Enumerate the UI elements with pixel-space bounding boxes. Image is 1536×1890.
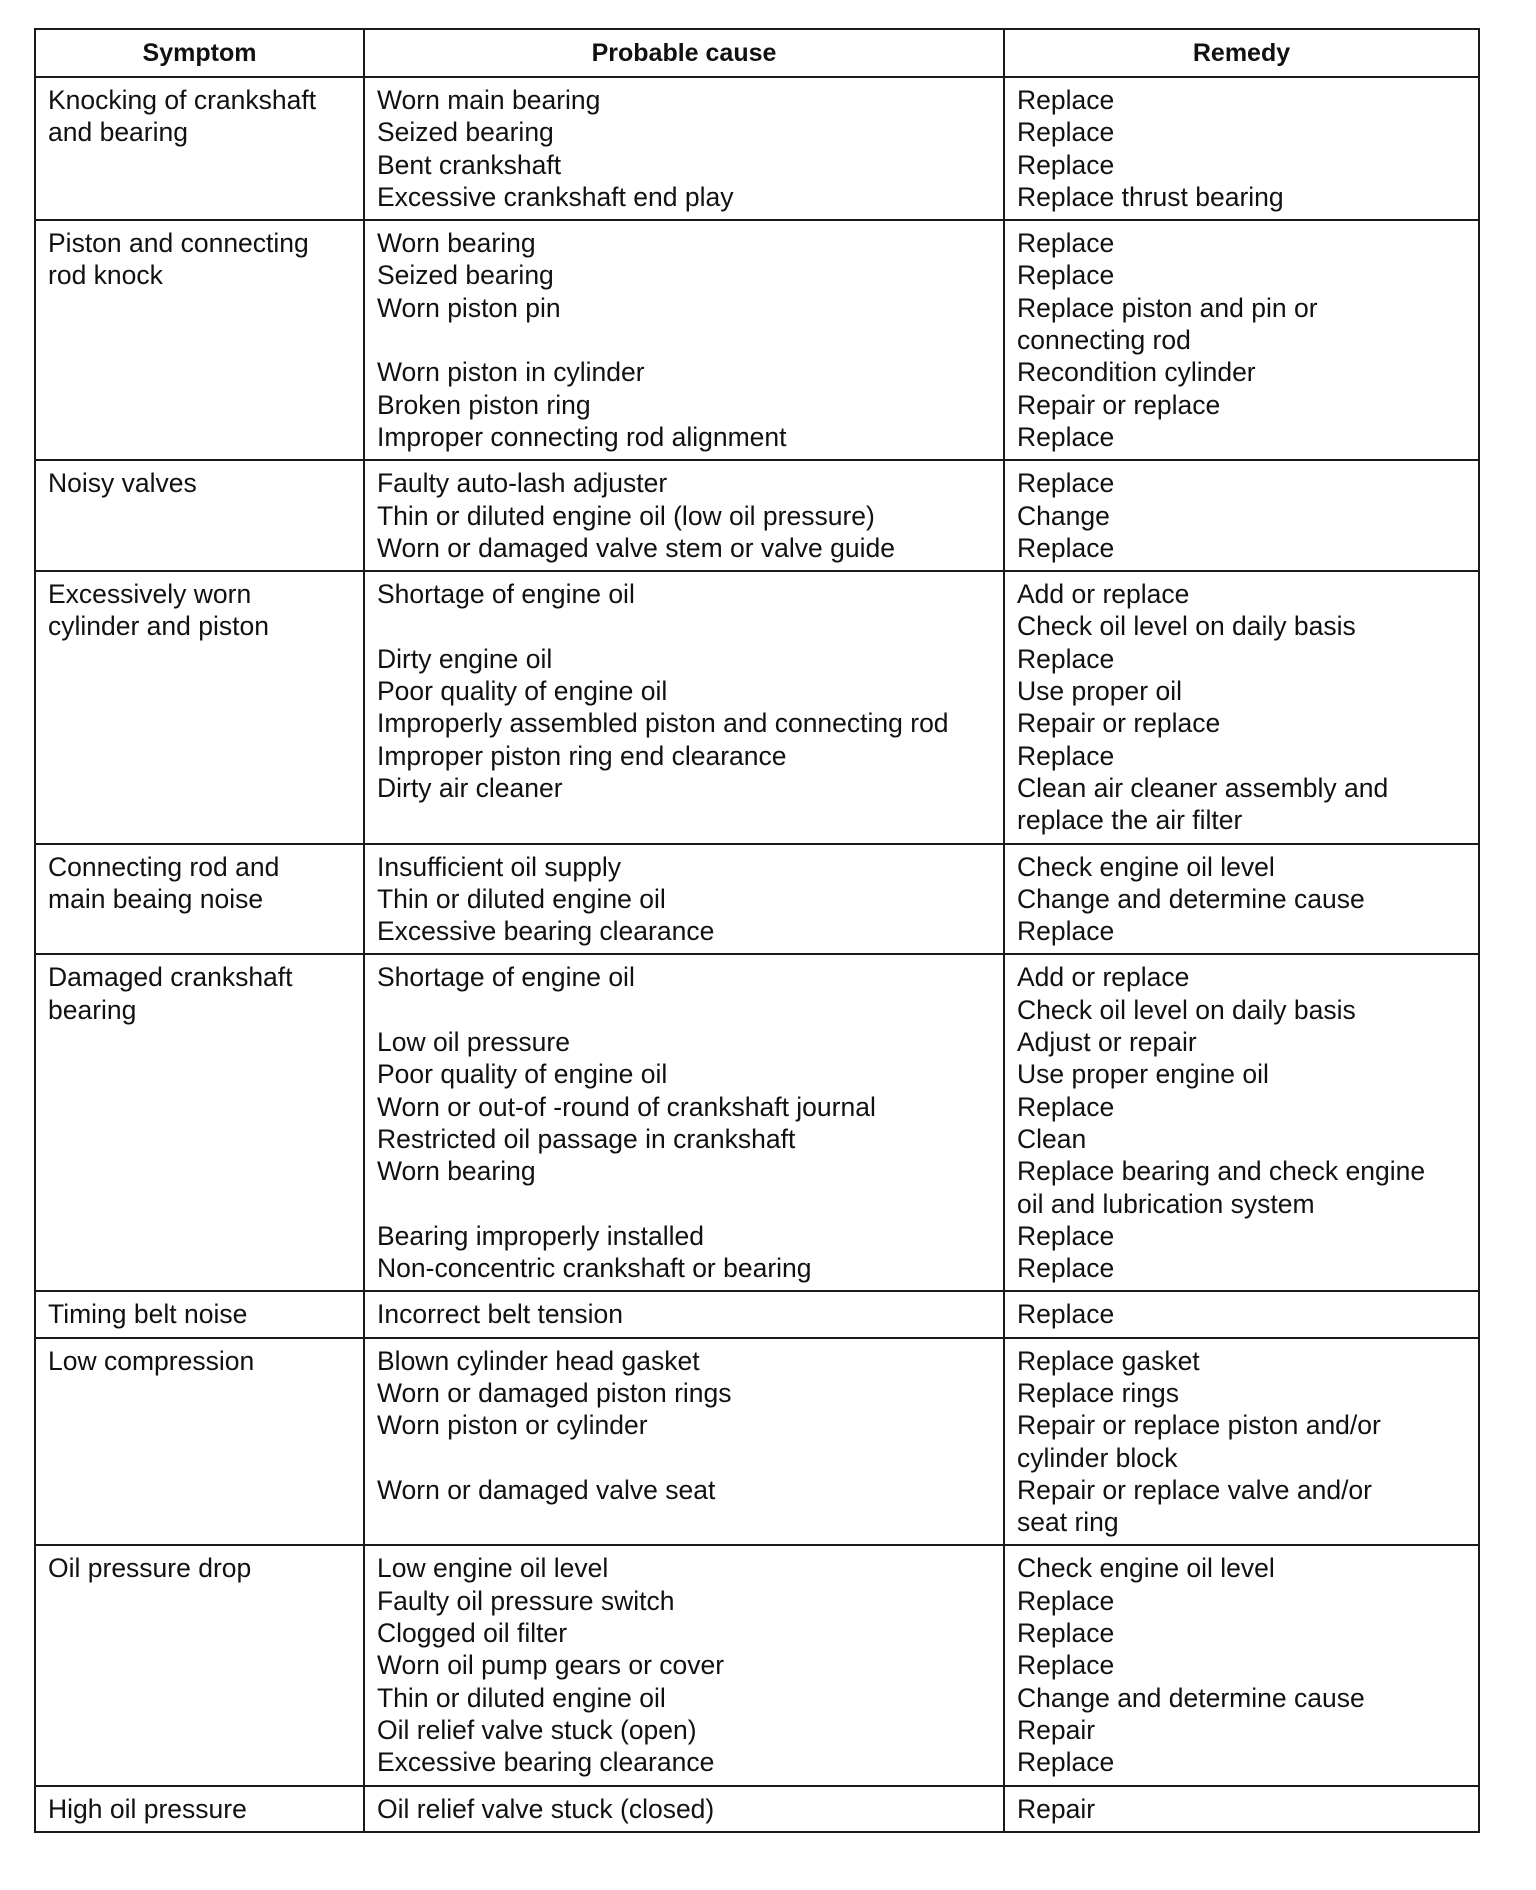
- remedy-line: Repair: [1017, 1714, 1096, 1745]
- cause-line: Dirty air cleaner: [377, 772, 563, 803]
- remedy-line: oil and lubrication system: [1017, 1188, 1315, 1219]
- header-probable-cause: Probable cause: [364, 29, 1004, 77]
- remedy-line: Replace: [1017, 1618, 1115, 1649]
- cause-line: Thin or diluted engine oil (low oil pressure): [377, 500, 875, 531]
- cause-line: Worn or out-of -round of crankshaft journal: [377, 1091, 876, 1122]
- remedy-line: Check engine oil level: [1017, 1553, 1275, 1584]
- remedy-line: Replace: [1017, 85, 1115, 115]
- cause-line: Low engine oil level: [377, 1553, 609, 1584]
- cause-line: Excessive bearing clearance: [377, 916, 715, 947]
- cause-line: Faulty auto-lash adjuster: [377, 468, 668, 499]
- symptom-cell: [35, 1786, 364, 1832]
- cause-line: Poor quality of engine oil: [377, 676, 668, 707]
- symptom-cell: [35, 220, 364, 460]
- symptom-cell: [35, 460, 364, 571]
- remedy-line: Use proper oil: [1017, 676, 1182, 707]
- cause-line: Dirty engine oil: [377, 643, 553, 674]
- symptom-line: rod knock: [48, 260, 163, 291]
- cause-line: Restricted oil passage in crankshaft: [377, 1123, 796, 1154]
- cause-line: Shortage of engine oil: [377, 579, 635, 610]
- cause-line: Worn or damaged piston rings: [377, 1377, 732, 1408]
- cause-line: [377, 994, 991, 1026]
- remedy-line: Use proper engine oil: [1017, 1059, 1269, 1090]
- remedy-cell: [1004, 220, 1479, 460]
- remedy-line: Change and determine cause: [1017, 1682, 1365, 1713]
- cause-line: Clogged oil filter: [377, 1618, 568, 1649]
- cause-line: Faulty oil pressure switch: [377, 1585, 675, 1616]
- remedy-line: Adjust or repair: [1017, 1027, 1197, 1058]
- remedy-cell: [1004, 571, 1479, 843]
- cause-line: [377, 610, 991, 642]
- remedy-cell: [1004, 1786, 1479, 1832]
- table-row: [35, 460, 1479, 571]
- cause-line: Improper piston ring end clearance: [377, 740, 787, 771]
- cause-line: Seized bearing: [377, 117, 554, 148]
- remedy-cell: [1004, 954, 1479, 1291]
- troubleshooting-table: [34, 28, 1480, 1833]
- remedy-line: Replace gasket: [1017, 1345, 1200, 1376]
- cause-cell: [364, 1338, 1004, 1546]
- cause-line: Worn piston or cylinder: [377, 1410, 648, 1441]
- cause-line: Bearing improperly installed: [377, 1220, 704, 1251]
- cause-cell: [364, 954, 1004, 1291]
- symptom-line: Damaged crankshaft: [48, 962, 293, 993]
- cause-cell: [364, 460, 1004, 571]
- symptom-cell: [35, 1291, 364, 1337]
- remedy-line: Replace: [1017, 1091, 1115, 1122]
- remedy-line: Replace: [1017, 1220, 1115, 1251]
- symptom-line: Noisy valves: [48, 468, 197, 499]
- symptom-line: main beaing noise: [48, 883, 264, 914]
- remedy-line: Repair or replace: [1017, 708, 1221, 739]
- remedy-line: replace the air filter: [1017, 805, 1243, 836]
- table-row: [35, 1291, 1479, 1337]
- remedy-line: Replace: [1017, 1585, 1115, 1616]
- cause-line: Thin or diluted engine oil: [377, 883, 666, 914]
- remedy-line: Repair: [1017, 1793, 1096, 1824]
- remedy-line: Check oil level on daily basis: [1017, 611, 1356, 642]
- remedy-line: Replace: [1017, 740, 1115, 771]
- cause-cell: [364, 1291, 1004, 1337]
- header-remedy: Remedy: [1004, 29, 1479, 77]
- symptom-line: Low compression: [48, 1345, 255, 1376]
- symptom-line: Connecting rod and: [48, 851, 280, 882]
- cause-line: Incorrect belt tension: [377, 1299, 623, 1330]
- cause-line: Oil relief valve stuck (open): [377, 1714, 697, 1745]
- symptom-line: Timing belt noise: [48, 1299, 248, 1330]
- cause-line: Worn oil pump gears or cover: [377, 1650, 725, 1681]
- cause-line: Worn piston pin: [377, 292, 561, 323]
- remedy-line: Change: [1017, 500, 1110, 531]
- remedy-line: Add or replace: [1017, 962, 1190, 993]
- cause-line: Shortage of engine oil: [377, 962, 635, 993]
- remedy-line: Replace: [1017, 532, 1115, 563]
- cause-line: Broken piston ring: [377, 389, 591, 420]
- symptom-cell: [35, 1338, 364, 1546]
- remedy-line: Replace: [1017, 1253, 1115, 1284]
- symptom-line: Oil pressure drop: [48, 1553, 252, 1584]
- remedy-line: Repair or replace piston and/or: [1017, 1410, 1381, 1441]
- cause-cell: [364, 77, 1004, 220]
- cause-line: [377, 1442, 991, 1474]
- cause-cell: [364, 1545, 1004, 1785]
- remedy-cell: [1004, 1338, 1479, 1546]
- cause-line: Worn bearing: [377, 228, 536, 259]
- remedy-line: Replace bearing and check engine: [1017, 1156, 1426, 1187]
- remedy-line: Change and determine cause: [1017, 883, 1365, 914]
- cause-line: [377, 1188, 991, 1220]
- symptom-cell: [35, 1545, 364, 1785]
- remedy-line: Clean air cleaner assembly and: [1017, 772, 1389, 803]
- table-body: [35, 77, 1479, 1832]
- header-symptom: Symptom: [35, 29, 364, 77]
- remedy-line: Replace: [1017, 117, 1115, 148]
- cause-line: Worn or damaged valve seat: [377, 1474, 716, 1505]
- cause-line: Oil relief valve stuck (closed): [377, 1793, 715, 1824]
- remedy-line: connecting rod: [1017, 325, 1191, 356]
- cause-line: Bent crankshaft: [377, 149, 562, 180]
- remedy-line: Clean: [1017, 1123, 1087, 1154]
- cause-cell: [364, 844, 1004, 955]
- remedy-line: Replace rings: [1017, 1377, 1180, 1408]
- remedy-line: Add or replace: [1017, 579, 1190, 610]
- remedy-cell: [1004, 1291, 1479, 1337]
- symptom-cell: [35, 844, 364, 955]
- remedy-line: Replace: [1017, 1650, 1115, 1681]
- cause-line: Excessive crankshaft end play: [377, 181, 734, 212]
- remedy-line: Replace: [1017, 228, 1115, 259]
- symptom-cell: [35, 954, 364, 1291]
- remedy-cell: [1004, 77, 1479, 220]
- cause-line: Insufficient oil supply: [377, 851, 622, 882]
- table-row: [35, 844, 1479, 955]
- table-row: [35, 77, 1479, 220]
- remedy-line: Replace thrust bearing: [1017, 181, 1284, 212]
- table-row: [35, 1545, 1479, 1785]
- cause-line: Low oil pressure: [377, 1027, 570, 1058]
- cause-line: Excessive bearing clearance: [377, 1747, 715, 1778]
- remedy-cell: [1004, 844, 1479, 955]
- cause-line: Worn or damaged valve stem or valve guide: [377, 532, 895, 563]
- remedy-line: Replace: [1017, 643, 1115, 674]
- remedy-line: Replace piston and pin or: [1017, 292, 1318, 323]
- remedy-line: Recondition cylinder: [1017, 357, 1256, 388]
- remedy-line: Repair or replace: [1017, 389, 1221, 420]
- cause-line: Poor quality of engine oil: [377, 1059, 668, 1090]
- cause-line: Thin or diluted engine oil: [377, 1682, 666, 1713]
- troubleshooting-table-container: [34, 28, 1478, 1833]
- header-row: [35, 29, 1479, 77]
- remedy-line: Replace: [1017, 1299, 1115, 1330]
- cause-line: Blown cylinder head gasket: [377, 1345, 700, 1376]
- symptom-line: bearing: [48, 994, 137, 1025]
- remedy-line: Check oil level on daily basis: [1017, 994, 1356, 1025]
- symptom-line: and bearing: [48, 117, 188, 148]
- cause-line: Worn bearing: [377, 1156, 536, 1187]
- remedy-line: Replace: [1017, 260, 1115, 291]
- table-header: [35, 29, 1479, 77]
- remedy-line: seat ring: [1017, 1507, 1119, 1538]
- table-row: [35, 1338, 1479, 1546]
- symptom-line: High oil pressure: [48, 1793, 247, 1824]
- remedy-line: Replace: [1017, 1747, 1115, 1778]
- cause-cell: [364, 571, 1004, 843]
- symptom-cell: [35, 571, 364, 843]
- table-row: [35, 1786, 1479, 1832]
- remedy-line: cylinder block: [1017, 1442, 1178, 1473]
- cause-line: [377, 324, 991, 356]
- remedy-cell: [1004, 460, 1479, 571]
- remedy-line: Replace: [1017, 421, 1115, 452]
- cause-cell: [364, 220, 1004, 460]
- symptom-line: Knocking of crankshaft: [48, 85, 317, 115]
- remedy-line: Replace: [1017, 149, 1115, 180]
- cause-line: Worn main bearing: [377, 85, 601, 115]
- cause-line: Non-concentric crankshaft or bearing: [377, 1253, 812, 1284]
- remedy-line: Replace: [1017, 468, 1115, 499]
- cause-line: Improperly assembled piston and connecting rod: [377, 708, 949, 739]
- symptom-line: Piston and connecting: [48, 228, 309, 259]
- table-row: [35, 954, 1479, 1291]
- cause-line: Seized bearing: [377, 260, 554, 291]
- cause-line: Worn piston in cylinder: [377, 357, 645, 388]
- symptom-cell: [35, 77, 364, 220]
- table-row: [35, 571, 1479, 843]
- table-row: [35, 220, 1479, 460]
- remedy-cell: [1004, 1545, 1479, 1785]
- remedy-line: Replace: [1017, 916, 1115, 947]
- symptom-line: cylinder and piston: [48, 611, 269, 642]
- cause-cell: [364, 1786, 1004, 1832]
- remedy-line: Check engine oil level: [1017, 851, 1275, 882]
- cause-line: Improper connecting rod alignment: [377, 421, 787, 452]
- symptom-line: Excessively worn: [48, 579, 252, 610]
- remedy-line: Repair or replace valve and/or: [1017, 1474, 1372, 1505]
